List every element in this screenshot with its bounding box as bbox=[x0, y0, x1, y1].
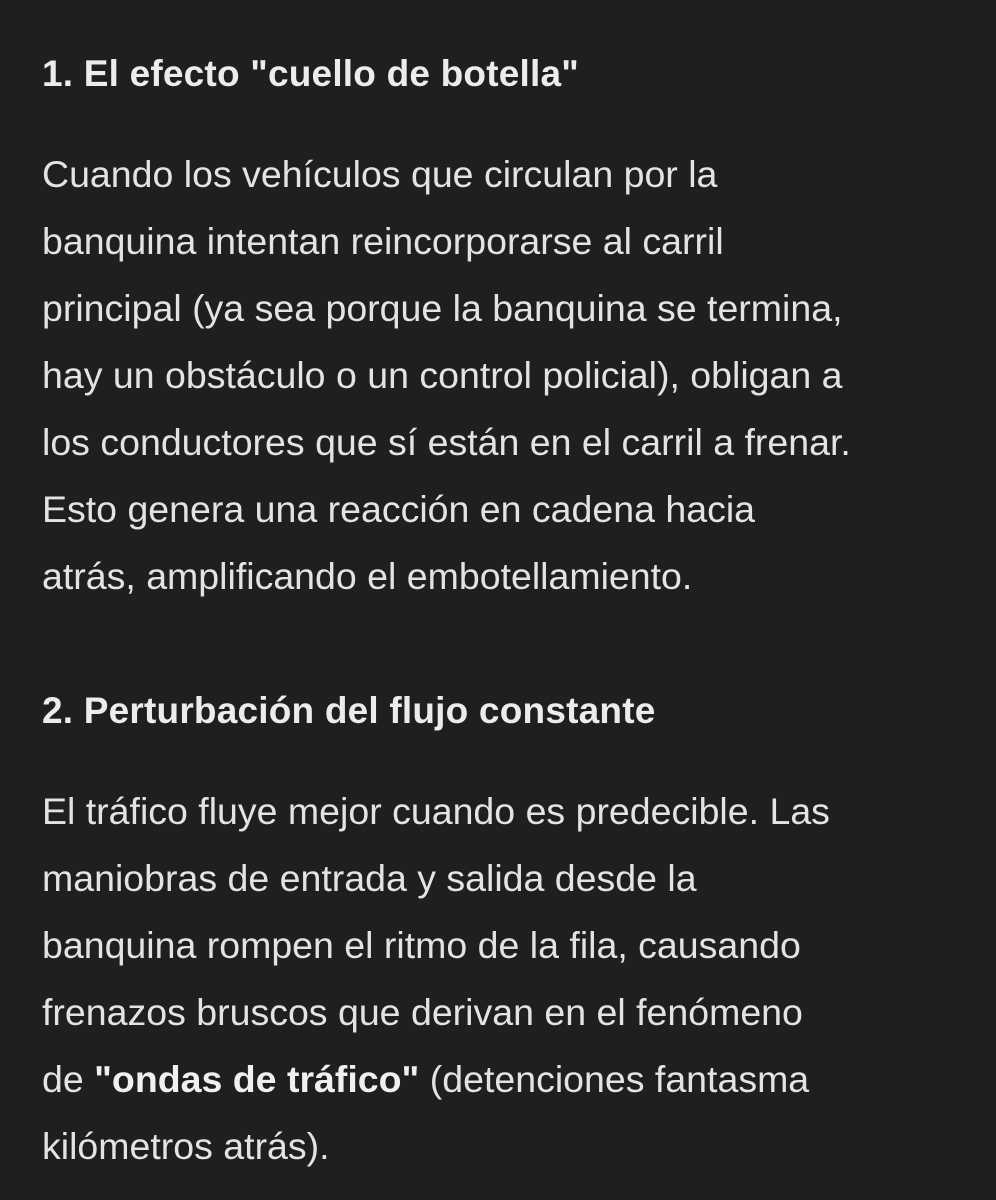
section-paragraph-2 bbox=[42, 778, 830, 1180]
paragraph-line: Cuando los vehículos que circulan por la bbox=[42, 153, 718, 195]
paragraph-line: kilómetros atrás). bbox=[42, 1125, 330, 1167]
paragraph-line: hay un obstáculo o un control policial), obligan a bbox=[42, 354, 843, 396]
paragraph-line-with-emphasis bbox=[42, 1046, 830, 1113]
line-text-after: (detenciones fantasma bbox=[419, 1058, 810, 1100]
paragraph-line: Esto genera una reacción en cadena hacia bbox=[42, 488, 756, 530]
paragraph-line: los conductores que sí están en el carril a frenar. bbox=[42, 421, 851, 463]
emphasized-term: "ondas de tráfico" bbox=[94, 1058, 420, 1100]
paragraph-line: banquina rompen el ritmo de la fila, causando bbox=[42, 924, 801, 966]
paragraph-line: banquina intentan reincorporarse al carril bbox=[42, 220, 724, 262]
section-paragraph-1 bbox=[42, 141, 851, 610]
paragraph-line: frenazos bruscos que derivan en el fenómeno bbox=[42, 991, 803, 1033]
paragraph-line: El tráfico fluye mejor cuando es predecible. Las bbox=[42, 790, 830, 832]
paragraph-line: atrás, amplificando el embotellamiento. bbox=[42, 555, 693, 597]
paragraph-line: maniobras de entrada y salida desde la bbox=[42, 857, 697, 899]
section-heading-2: 2. Perturbación del flujo constante bbox=[42, 690, 656, 731]
paragraph-line: principal (ya sea porque la banquina se termina, bbox=[42, 287, 843, 329]
line-text-before: de bbox=[42, 1058, 95, 1100]
section-heading-1: 1. El efecto "cuello de botella" bbox=[42, 53, 580, 94]
